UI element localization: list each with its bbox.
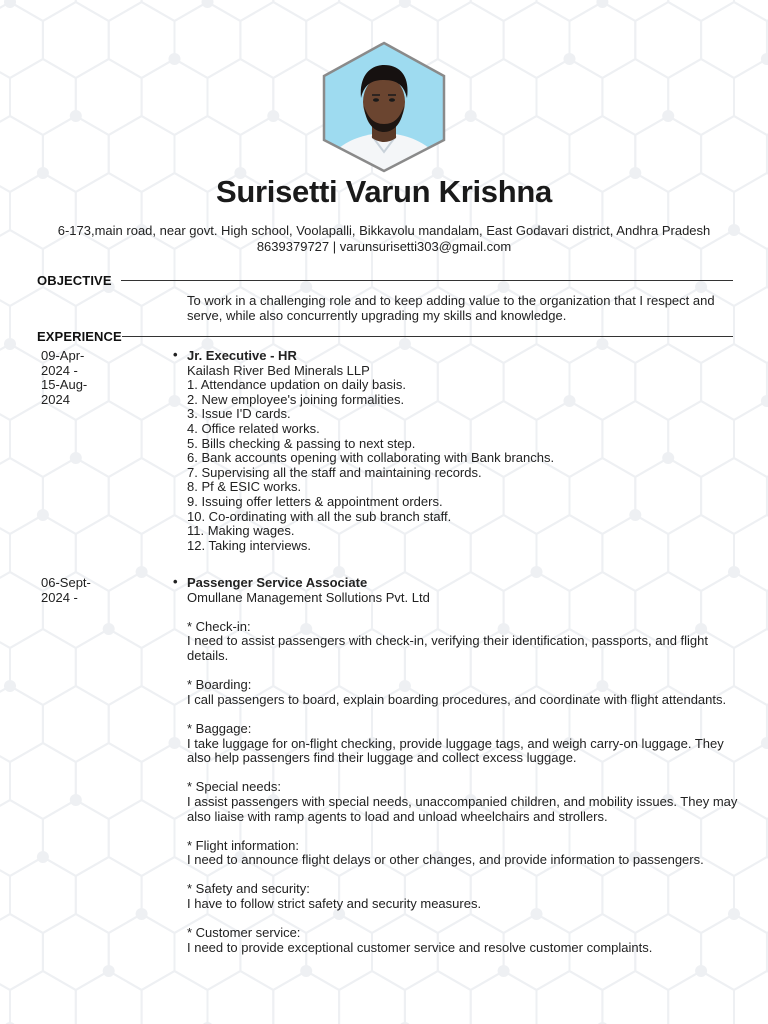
contact-block [0,223,768,255]
date-line: 06-Sept- [41,575,91,590]
duty-line: * Flight information: [187,837,299,853]
objective-divider [121,280,733,281]
duty-line: 1. Attendance updation on daily basis. [187,377,406,393]
company-name: Omullane Management Sollutions Pvt. Ltd [187,589,430,605]
address-text: 6-173,main road, near govt. High school, Voolapalli, Bikkavolu mandalam, East Godavari district, Andhra Pradesh [57,223,711,238]
duty-line: I take luggage for on-flight checking, provide luggage tags, and weigh carry-on luggage. They also help passengers find their luggage and collect excess luggage. [187,735,728,766]
duty-line: * Check-in: [187,618,251,634]
experience-details [173,574,747,955]
profile-photo [320,40,448,174]
spacer [187,605,747,620]
duty-line: 12. Taking interviews. [187,537,312,553]
date-line: 09-Apr- [41,348,85,363]
duty-line: * Safety and security: [187,881,310,897]
duty-line: 4. Office related works. [187,420,320,436]
objective-text: To work in a challenging role and to keep adding value to the organization that I respect and serve, while also concurrently upgrading my skills and knowledge. [187,293,715,323]
job-title [173,347,747,364]
phone-email-text: 8639379727 | varunsurisetti303@gmail.com [256,239,512,254]
duty-line: * Customer service: [187,925,301,941]
duty-line: 8. Pf & ESIC works. [187,479,302,495]
duty-line: 5. Bills checking & passing to next step. [187,435,416,451]
spacer [187,868,747,883]
experience-divider [122,336,733,337]
experience-dates [41,576,111,605]
spacer [187,707,747,722]
duty-line: 7. Supervising all the staff and maintaining records. [187,464,482,480]
spacer [187,912,747,927]
duty-line: 2. New employee's joining formalities. [187,391,405,407]
candidate-name: Surisetti Varun Krishna [216,174,552,209]
duty-line: I need to assist passengers with check-in, verifying their identification, passports, and flight details. [187,633,712,663]
duty-line: * Baggage: [187,720,252,736]
duty-line: * Special needs: [187,779,281,795]
duty-line: 3. Issue I'D cards. [187,406,291,422]
spacer [187,766,747,781]
date-line: 2024 [41,391,70,407]
experience-details [173,347,747,553]
spacer [187,824,747,839]
date-line: 15-Aug- [41,377,88,393]
duty-line: I have to follow strict safety and security measures. [187,896,482,912]
duty-line: I need to provide exceptional customer service and resolve customer complaints. [187,939,653,955]
experience-heading: EXPERIENCE [37,329,122,344]
duty-line: * Boarding: [187,677,252,693]
job-title-text: Passenger Service Associate [187,575,368,590]
spacer [187,664,747,679]
duty-line: I need to announce flight delays or other changes, and provide information to passengers. [187,852,704,868]
job-title [173,574,747,591]
duty-line: 6. Bank accounts opening with collaborating with Bank branchs. [187,450,555,466]
duty-line: 10. Co-ordinating with all the sub branch staff. [187,508,452,524]
date-line: 2024 - [41,362,78,378]
duty-line: 9. Issuing offer letters & appointment orders. [187,493,443,509]
experience-dates [41,349,111,407]
company-name: Kailash River Bed Minerals LLP [187,362,370,378]
duty-line: I assist passengers with special needs, unaccompanied children, and mobility issues. They may also liaise with ramp agents to load and unload wheelchairs and strollers. [187,793,741,824]
objective-heading: OBJECTIVE [37,273,112,288]
duty-line: I call passengers to board, explain boarding procedures, and coordinate with flight attendants. [187,691,727,707]
bullet-icon: • [173,574,178,589]
date-line: 2024 - [41,589,78,605]
job-title-text: Jr. Executive - HR [187,348,297,363]
bullet-icon: • [173,347,178,362]
duty-line: 11. Making wages. [187,523,295,539]
